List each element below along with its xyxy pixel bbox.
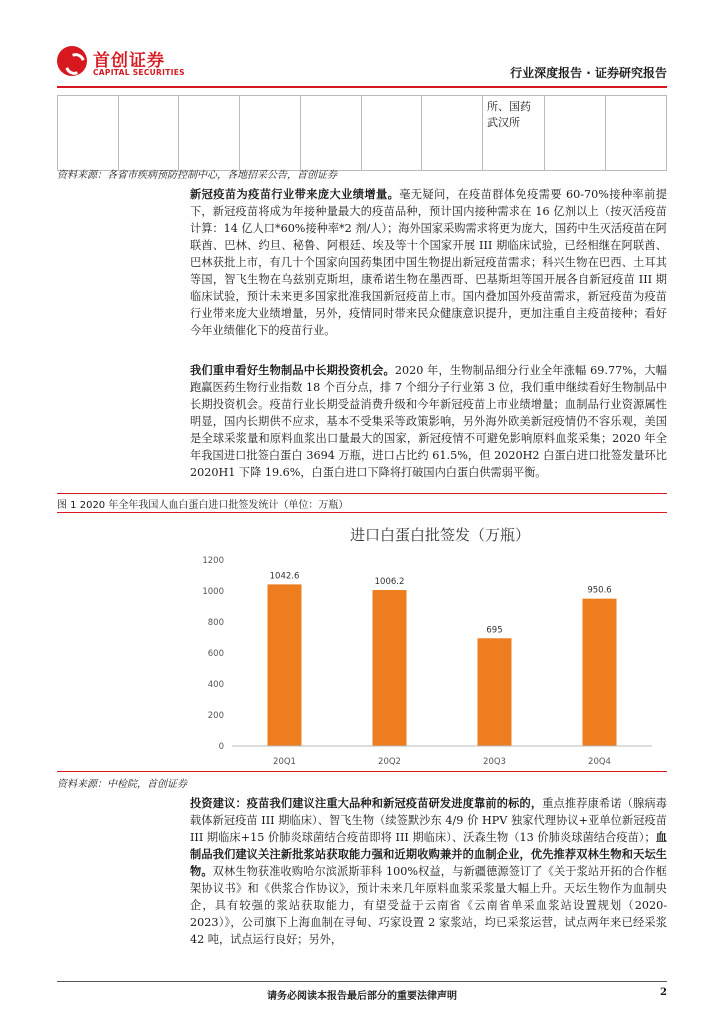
- source-note: 资料来源：中检院，首创证券: [57, 779, 187, 790]
- bar-20Q1: [268, 584, 302, 746]
- bar-value-label: 950.6: [587, 585, 612, 596]
- table-cell: [118, 96, 179, 171]
- x-axis: [232, 746, 652, 767]
- report-type-title: 行业深度报告 · 证券研究报告: [510, 66, 667, 80]
- logo-name-en: CAPITAL SECURITIES: [93, 68, 185, 77]
- bar-value-label: 1006.2: [374, 577, 405, 588]
- table-row: [58, 96, 667, 171]
- bar-20Q4: [583, 599, 617, 746]
- continued-table: [57, 95, 667, 171]
- bar-20Q3: [478, 638, 512, 746]
- paragraph-body: 重点推荐康希诺（腺病毒载体新冠疫苗 III 期临床）、智飞生物（续签默沙东 4/9 价 HPV 独家代理协议+亚单位新冠疫苗 III 期临床+15 价肺炎球菌结合疫苗即将 III 期临床）、沃森生物（13 价肺炎球菌结合疫苗）；: [190, 797, 667, 844]
- y-axis: [202, 556, 224, 752]
- paragraph-lead: 新冠疫苗为疫苗行业带来庞大业绩增量。: [190, 187, 400, 201]
- y-tick-label: 0: [218, 742, 224, 752]
- table-cell: [300, 96, 361, 171]
- table-cell: [179, 96, 240, 171]
- x-tick-label: 20Q1: [273, 757, 296, 767]
- logo-name-cn: 首创证券: [93, 51, 165, 71]
- y-tick-label: 400: [207, 680, 224, 690]
- figure-bottom-rule: [57, 771, 667, 772]
- paragraph-lead: 我们重申看好生物制品中长期投资机会。: [190, 363, 395, 377]
- y-tick-label: 1200: [202, 556, 224, 566]
- table-cell: [545, 96, 606, 171]
- table-cell: 所、国药武汉所: [483, 96, 545, 171]
- chart-svg: [190, 518, 667, 770]
- page-number: 2: [660, 987, 667, 998]
- table-cell: [422, 96, 483, 171]
- y-tick-label: 600: [207, 649, 224, 659]
- paragraph-vaccine: [190, 186, 667, 339]
- table-cell: [361, 96, 422, 171]
- x-tick-label: 20Q3: [483, 757, 506, 767]
- chart-title: 进口白蛋白批签发（万瓶）: [349, 526, 531, 544]
- bar-value-label: 1042.6: [269, 571, 300, 582]
- logo-mark-icon: [57, 46, 87, 76]
- table-cell: [606, 96, 667, 171]
- figure-top-rule: [57, 493, 667, 494]
- paragraph-body: 双林生物获准收购哈尔滨派斯菲科 100%权益，与新疆德源签订了《关于浆站开拓的合作框架协议书》和《供浆合作协议》，预计未来几年原料血浆采浆量大幅上升。天坛生物作为血制央企，具有较强的浆站获取能力，有望受益于云南省《云南省单采血浆站设置规划（2020-2023）》，公司旗下上海血制在寻甸、巧家设置 2 家浆站，均已采浆运营，试点两年来已经采浆 42 吨，试点运行良好；另外，: [190, 865, 667, 946]
- albumin-import-chart: [190, 518, 667, 770]
- company-logo: [57, 44, 192, 84]
- paragraph-body: 2020 年，生物制品细分行业全年涨幅 69.77%，大幅跑赢医药生物行业指数 18 个百分点，排 7 个细分子行业第 3 位，我们重申继续看好生物制品中长期投资机会。疫苗行业长期受益消费升级和今年新冠疫苗上市业绩增量；血制品行业资源属性明显，国内长期供不应求，基本不受集采等政策影响，另外海外欧美新冠疫情仍不容乐观，美国是全球采浆量和原料血浆出口量最大的国家，新冠疫情不可避免影响原料血浆采集；2020 年全年我国进口批签白蛋白 3694 万瓶，进口占比约 61.5%，但 2020H2 白蛋白进口批签发量环比 2020H1 下降 19.6%，白蛋白进口下降将打破国内白蛋白供需弱平衡。: [190, 364, 667, 479]
- x-tick-label: 20Q2: [378, 757, 401, 767]
- header-divider: [57, 86, 667, 88]
- bar-20Q2: [373, 590, 407, 746]
- paragraph-body: 毫无疑问，在疫苗群体免疫需要 60-70%接种率前提下，新冠疫苗将成为年接种量最大的疫苗品种，预计国内接种需求在 16 亿剂以上（按灭活疫苗计算：14 亿人口*60%接种率*2 剂/人）；海外国家采购需求将更为庞大，国药中生灭活疫苗在阿联酋、巴林、约旦、秘鲁、阿根廷、埃及等十个国家开展 III 期临床试验，已经相继在阿联酋、巴林获批上市，有几十个国家向国药集团中国生物提出新冠疫苗需求；科兴生物在巴西、土耳其等国，智飞生物在乌兹别克斯坦，康希诺生物在墨西哥、巴基斯坦等国开展各自新冠疫苗 III 期临床试验，预计未来更多国家批准我国新冠疫苗上市。国内叠加国外疫苗需求，新冠疫苗为疫苗行业带来庞大业绩增量，另外，疫情同时带来民众健康意识提升，更加注重自主疫苗接种；看好今年业绩催化下的疫苗行业。: [190, 188, 667, 337]
- y-tick-label: 200: [207, 711, 224, 721]
- paragraph-investment: [190, 795, 667, 948]
- x-tick-label: 20Q4: [588, 757, 611, 767]
- y-tick-label: 800: [207, 618, 224, 628]
- bar-series: [268, 571, 617, 746]
- table-cell: [240, 96, 301, 171]
- paragraph-emphasis: 血制品我们建议关注新批浆站获取能力强和近期收购兼并的血制企业，优先推荐双林生物和天坛生物。: [190, 830, 667, 878]
- page-header: [0, 0, 724, 92]
- paragraph-biologics: [190, 362, 667, 481]
- footer-divider: [57, 981, 667, 982]
- figure-title: 图 1 2020 年全年我国人血白蛋白进口批签发统计（单位：万瓶）: [57, 500, 349, 511]
- table-cell: [58, 96, 119, 171]
- bar-value-label: 695: [486, 625, 503, 636]
- figure-title-rule: [57, 512, 667, 513]
- source-note: 资料来源：各省市疾病预防控制中心，各地招采公告，首创证券: [57, 170, 337, 181]
- y-tick-label: 1000: [202, 587, 224, 597]
- legal-disclaimer: 请务必阅读本报告最后部分的重要法律声明: [267, 991, 457, 1002]
- paragraph-lead: 投资建议：疫苗我们建议注重大品种和新冠疫苗研发进度靠前的标的，: [190, 796, 543, 810]
